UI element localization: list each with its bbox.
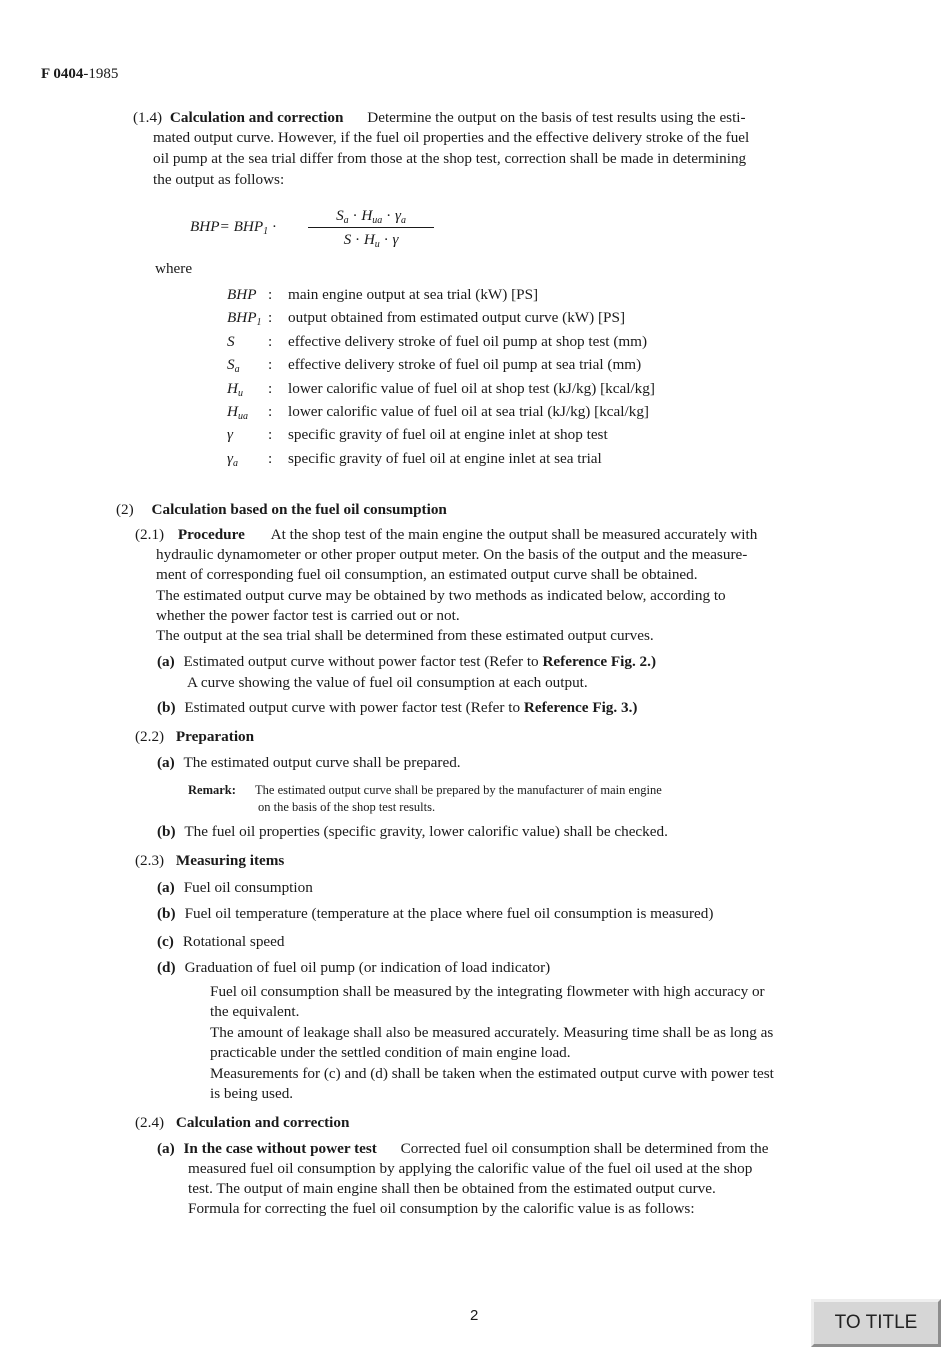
paragraph-line: A curve showing the value of fuel oil consumption at each output. xyxy=(187,674,588,691)
section-2-1 xyxy=(135,525,757,545)
paragraph-line: measured fuel oil consumption by applying the calorific value of the fuel oil used at the shop xyxy=(188,1160,753,1177)
remark: Remark: The estimated output curve shall be prepared by the manufacturer of main engine xyxy=(188,783,662,797)
paragraph-line: practicable under the settled condition of main engine load. xyxy=(210,1044,571,1061)
page-number: 2 xyxy=(470,1307,479,1324)
section-heading: Calculation and correction xyxy=(175,1114,350,1131)
section-2 xyxy=(116,500,447,520)
paragraph-line: Formula for correcting the fuel oil consumption by the calorific value is as follows: xyxy=(188,1200,695,1217)
paragraph-line: test. The output of main engine shall then be obtained from the estimated output curve. xyxy=(188,1180,716,1197)
formula-lhs: $BHP= BHP_1$ · xyxy=(190,218,277,237)
paragraph-line: hydraulic dynamometer or other proper output meter. On the basis of the output and the measure- xyxy=(156,546,748,563)
where-label: where xyxy=(155,260,193,277)
section-1-4 xyxy=(133,108,746,128)
output-correction-formula xyxy=(190,206,450,252)
fraction-bar xyxy=(308,227,434,228)
to-title-button[interactable]: TO TITLE xyxy=(811,1299,941,1347)
remark-label: Remark: xyxy=(188,783,236,797)
paragraph-line: The estimated output curve may be obtained by two methods as indicated below, according to xyxy=(156,587,726,604)
paragraph-line: The output at the sea trial shall be determined from these estimated output curves. xyxy=(156,627,654,644)
section-number: (2.3) xyxy=(135,852,165,869)
section-2-4 xyxy=(135,1113,349,1133)
section-number: (2.4) xyxy=(135,1114,165,1131)
section-heading: Calculation and correction xyxy=(169,109,344,126)
section-heading: Measuring items xyxy=(175,852,285,869)
section-number: (1.4) xyxy=(133,109,163,126)
list-item: (a) Fuel oil consumption xyxy=(157,879,313,896)
paragraph-line: The amount of leakage shall also be measured accurately. Measuring time shall be as long as xyxy=(210,1024,774,1041)
paragraph-line: mated output curve. However, if the fuel oil properties and the effective delivery stroke of the fuel xyxy=(153,129,750,146)
paragraph-line: is being used. xyxy=(210,1085,294,1102)
section-number: (2.1) xyxy=(135,526,165,543)
list-item: (a) In the case without power test Corrected fuel oil consumption shall be determined from the xyxy=(157,1140,769,1157)
paragraph-line: whether the power factor test is carried out or not. xyxy=(156,607,460,624)
list-item: (b) Fuel oil temperature (temperature at the place where fuel oil consumption is measured) xyxy=(157,905,714,922)
section-2-3 xyxy=(135,851,284,871)
paragraph-line: At the shop test of the main engine the output shall be measured accurately with xyxy=(270,526,758,543)
paragraph-line: Determine the output on the basis of test results using the esti- xyxy=(367,109,746,126)
section-heading: Preparation xyxy=(175,728,255,745)
section-2-2 xyxy=(135,727,254,747)
section-heading: Calculation based on the fuel oil consumption xyxy=(151,501,447,518)
paragraph-line: the equivalent. xyxy=(210,1003,300,1020)
formula-denominator: $S \cdot H_u \cdot \gamma$ xyxy=(343,231,399,250)
list-item: (b) Estimated output curve with power factor test (Refer to Reference Fig. 3.) xyxy=(157,699,638,716)
paragraph-line: oil pump at the sea trial differ from those at the shop test, correction shall be made in determining xyxy=(153,150,747,167)
list-item: (c) Rotational speed xyxy=(157,933,285,950)
section-heading: Procedure xyxy=(177,526,245,543)
remark-line: on the basis of the shop test results. xyxy=(258,800,436,814)
paragraph-line: the output as follows: xyxy=(153,171,285,188)
list-item: (a) Estimated output curve without power factor test (Refer to Reference Fig. 2.) xyxy=(157,653,657,670)
paragraph-line: Fuel oil consumption shall be measured by the integrating flowmeter with high accuracy or xyxy=(210,983,765,1000)
paragraph-line: ment of corresponding fuel oil consumption, an estimated output curve shall be obtained. xyxy=(156,566,698,583)
paragraph-line: Measurements for (c) and (d) shall be taken when the estimated output curve with power test xyxy=(210,1065,774,1082)
formula-fraction xyxy=(308,206,434,250)
section-number: (2) xyxy=(116,501,134,518)
document-id: F 0404-1985 xyxy=(41,66,119,82)
formula-numerator: $S_a \cdot H_{ua} \cdot \gamma_a$ xyxy=(336,207,406,226)
list-item: (d) Graduation of fuel oil pump (or indication of load indicator) xyxy=(157,959,551,976)
section-number: (2.2) xyxy=(135,728,165,745)
list-item: (b) The fuel oil properties (specific gravity, lower calorific value) shall be checked. xyxy=(157,823,668,840)
list-item: (a) The estimated output curve shall be prepared. xyxy=(157,754,461,771)
